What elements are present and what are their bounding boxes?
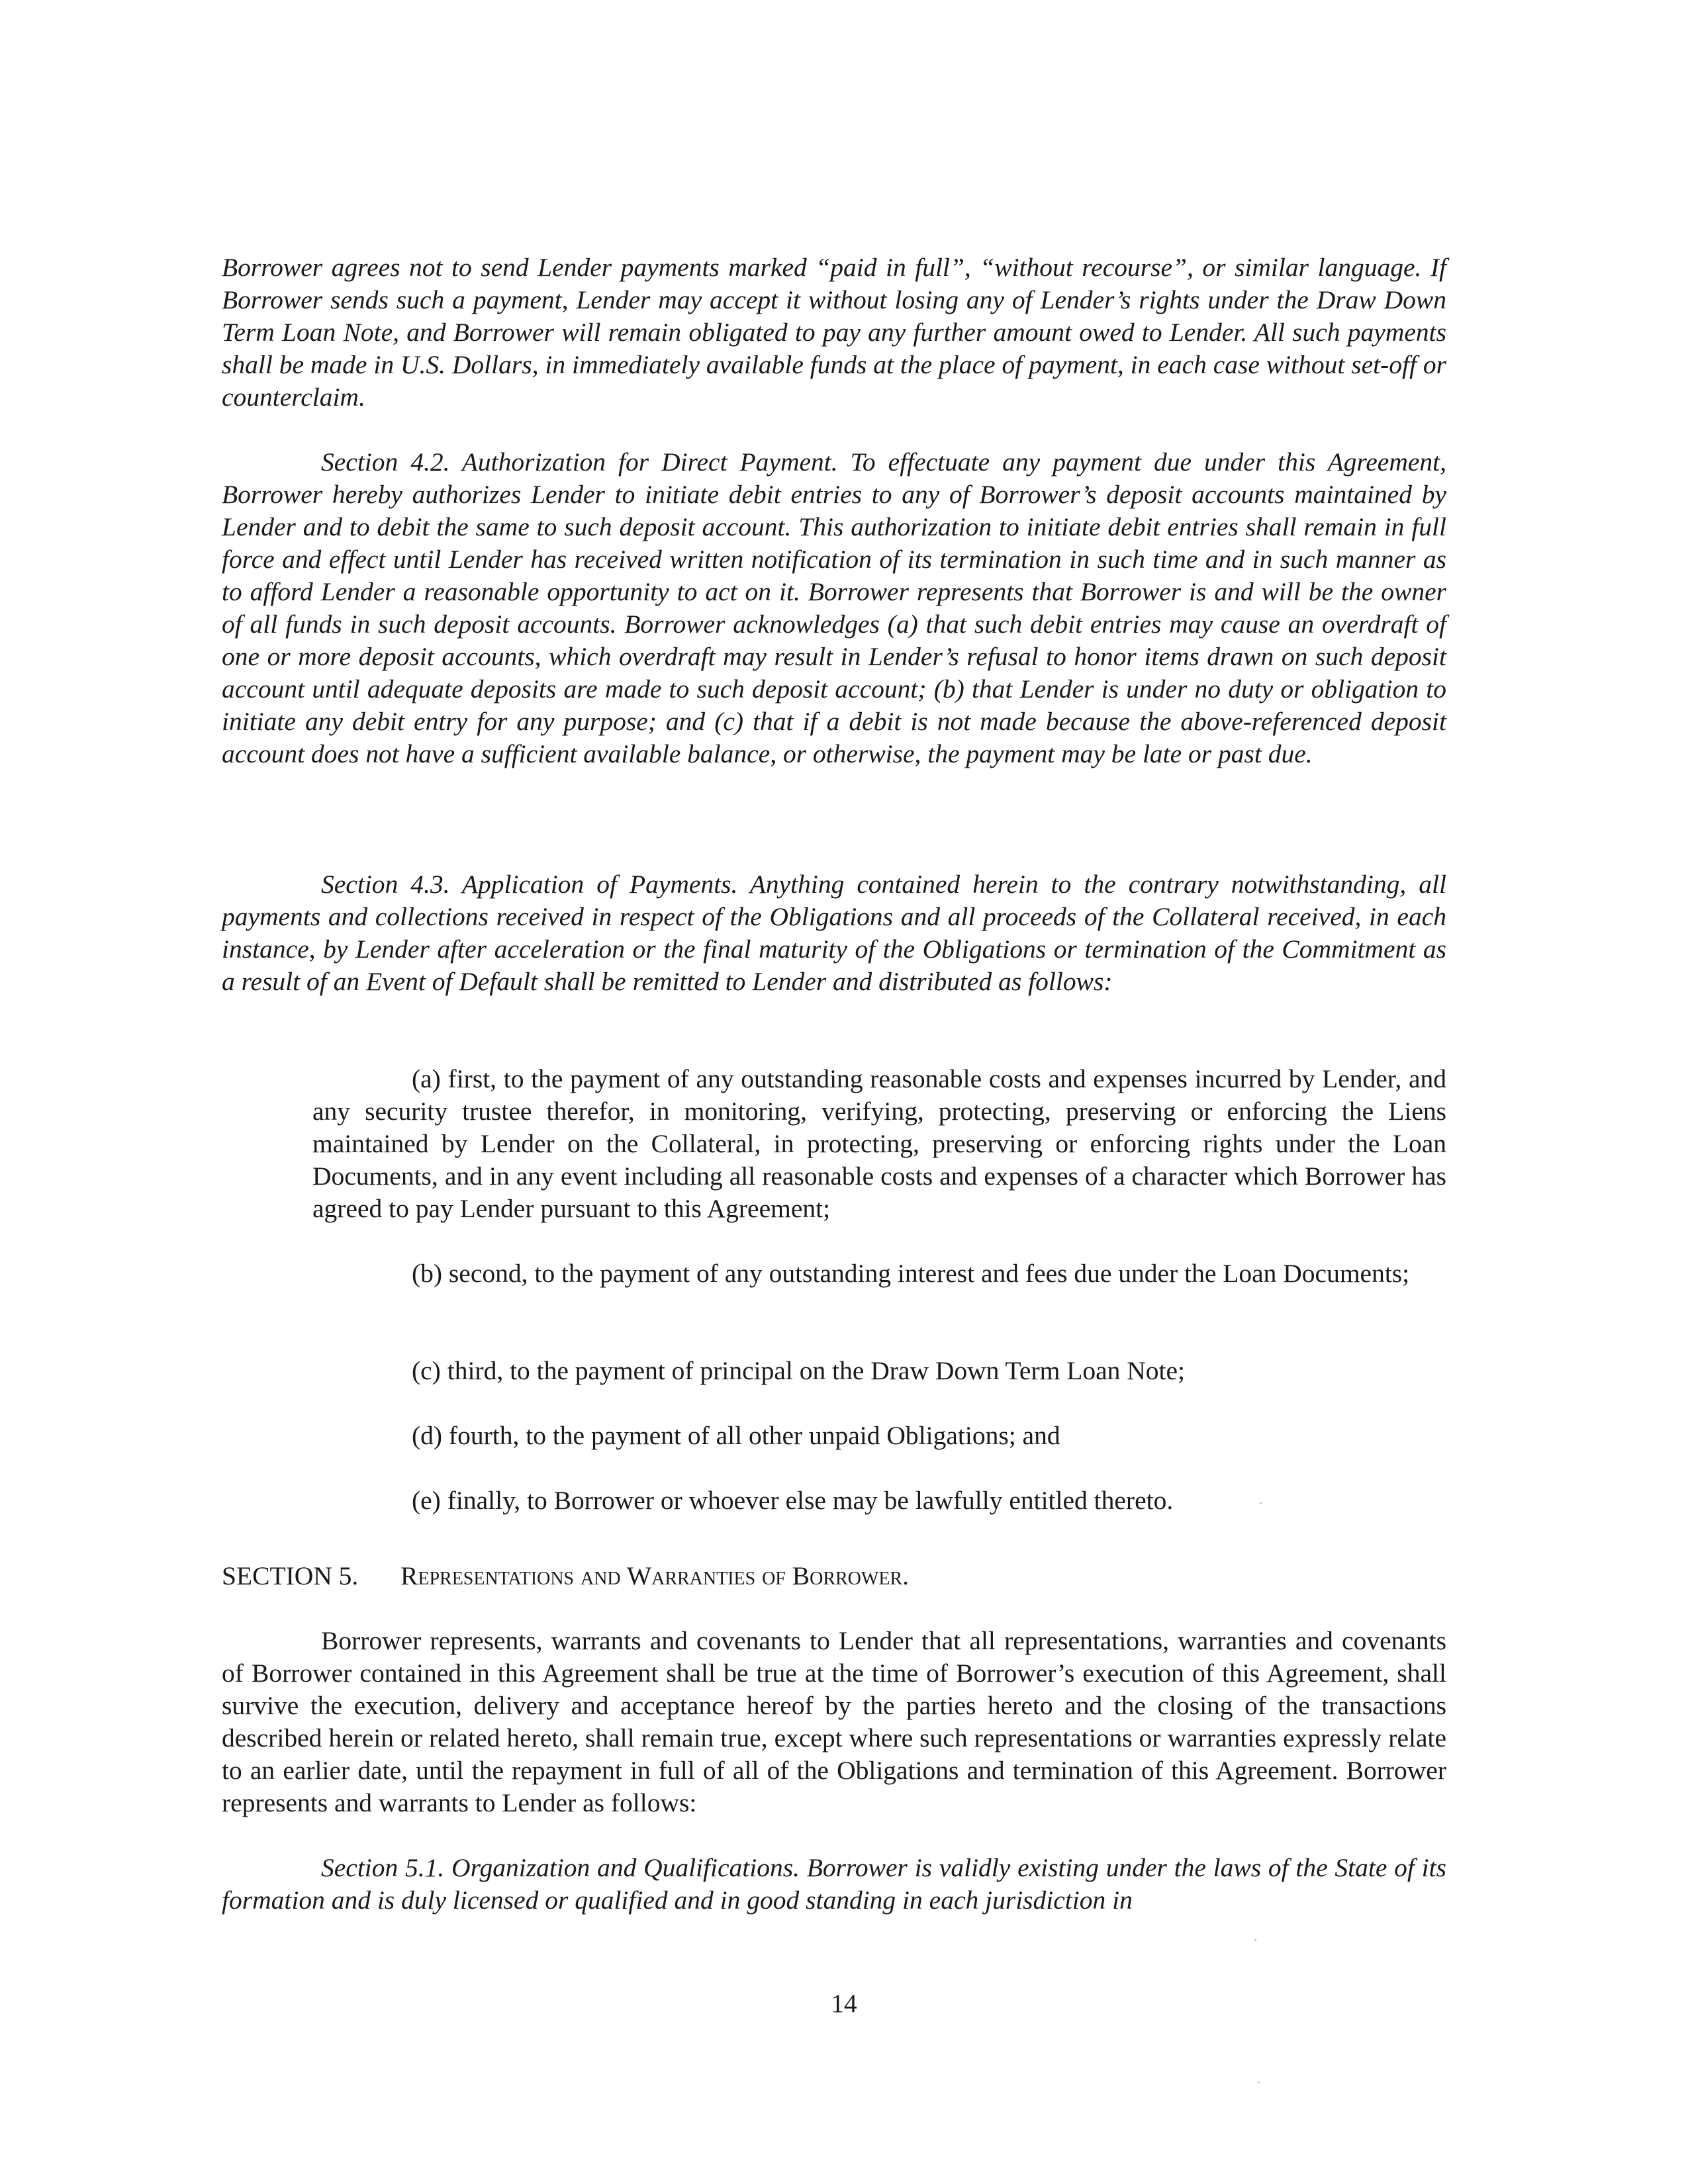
list-item-c: (c) third, to the payment of principal on the Draw Down Term Loan Note;: [412, 1356, 1186, 1385]
list-item-a: (a) first, to the payment of any outstanding reasonable costs and expenses incurred by Lender, and any security trustee therefor, in monitoring, verifying, protecting, preserving or enforcing the Liens maintained by Lender on the Collateral, in protecting, preserving or enforcing rights under the Loan Documents, and in any event including all reasonable costs and expenses of a character which Borrower has agreed to pay Lender pursuant to this Agreement;: [312, 1064, 1446, 1223]
section-4-2-paragraph: Section 4.2. Authorization for Direct Payment. To effectuate any payment due under this Agreement, Borrower hereby authorizes Lender to initiate debit entries to any of Borrower’s deposit accounts maintained by Lender and to debit the same to such deposit account. This authorization to initiate debit entries shall remain in full force and effect until Lender has received written notification of its termination in such time and in such manner as to afford Lender a reasonable opportunity to act on it. Borrower represents that Borrower is and will be the owner of all funds in such deposit accounts. Borrower acknowledges (a) that such debit entries may cause an overdraft of one or more deposit accounts, which overdraft may result in Lender’s refusal to honor items drawn on such deposit account until adequate deposits are made to such deposit account; (b) that Lender is under no duty or obligation to initiate any debit entry for any purpose; and (c) that if a debit is not made because the above-referenced deposit account does not have a sufficient available balance, or otherwise, the payment may be late or past due.: [222, 447, 1446, 768]
scan-speck: [1260, 1502, 1262, 1504]
scan-speck: [1254, 1939, 1256, 1941]
section-5-1-paragraph: Section 5.1. Organization and Qualifications. Borrower is validly existing under the laws of the State of its formation and is duly licensed or qualified and in good standing in each jurisdiction in: [222, 1853, 1446, 1915]
list-item-b: (b) second, to the payment of any outstanding interest and fees due under the Loan Documents;: [412, 1259, 1410, 1288]
list-item-d: (d) fourth, to the payment of all other unpaid Obligations; and: [412, 1421, 1060, 1450]
section-5-heading: [222, 1560, 909, 1592]
section-5-title: Representations and Warranties of Borrower.: [400, 1561, 909, 1590]
scan-speck: [1258, 2081, 1260, 2083]
section-4-3-paragraph: Section 4.3. Application of Payments. Anything contained herein to the contrary notwithstanding, all payments and collections received in respect of the Obligations and all proceeds of the Collateral received, in each instance, by Lender after acceleration or the final maturity of the Obligations or termination of the Commitment as a result of an Event of Default shall be remitted to Lender and distributed as follows:: [222, 870, 1446, 996]
section-5-intro-paragraph: Borrower represents, warrants and covenants to Lender that all representations, warranties and covenants of Borrower contained in this Agreement shall be true at the time of Borrower’s execution of this Agreement, shall survive the execution, delivery and acceptance hereof by the parties hereto and the closing of the transactions described herein or related hereto, shall remain true, except where such representations or warranties expressly relate to an earlier date, until the repayment in full of all of the Obligations and termination of this Agreement. Borrower represents and warrants to Lender as follows:: [222, 1626, 1446, 1817]
payments-paragraph: Borrower agrees not to send Lender payments marked “paid in full”, “without recourse”, or similar language. If Borrower sends such a payment, Lender may accept it without losing any of Lender’s rights under the Draw Down Term Loan Note, and Borrower will remain obligated to pay any further amount owed to Lender. All such payments shall be made in U.S. Dollars, in immediately available funds at the place of payment, in each case without set-off or counterclaim.: [222, 253, 1446, 412]
page-number: 14: [831, 1989, 857, 2018]
section-5-number: SECTION 5.: [222, 1561, 359, 1590]
list-item-e: (e) finally, to Borrower or whoever else may be lawfully entitled thereto.: [412, 1486, 1174, 1515]
